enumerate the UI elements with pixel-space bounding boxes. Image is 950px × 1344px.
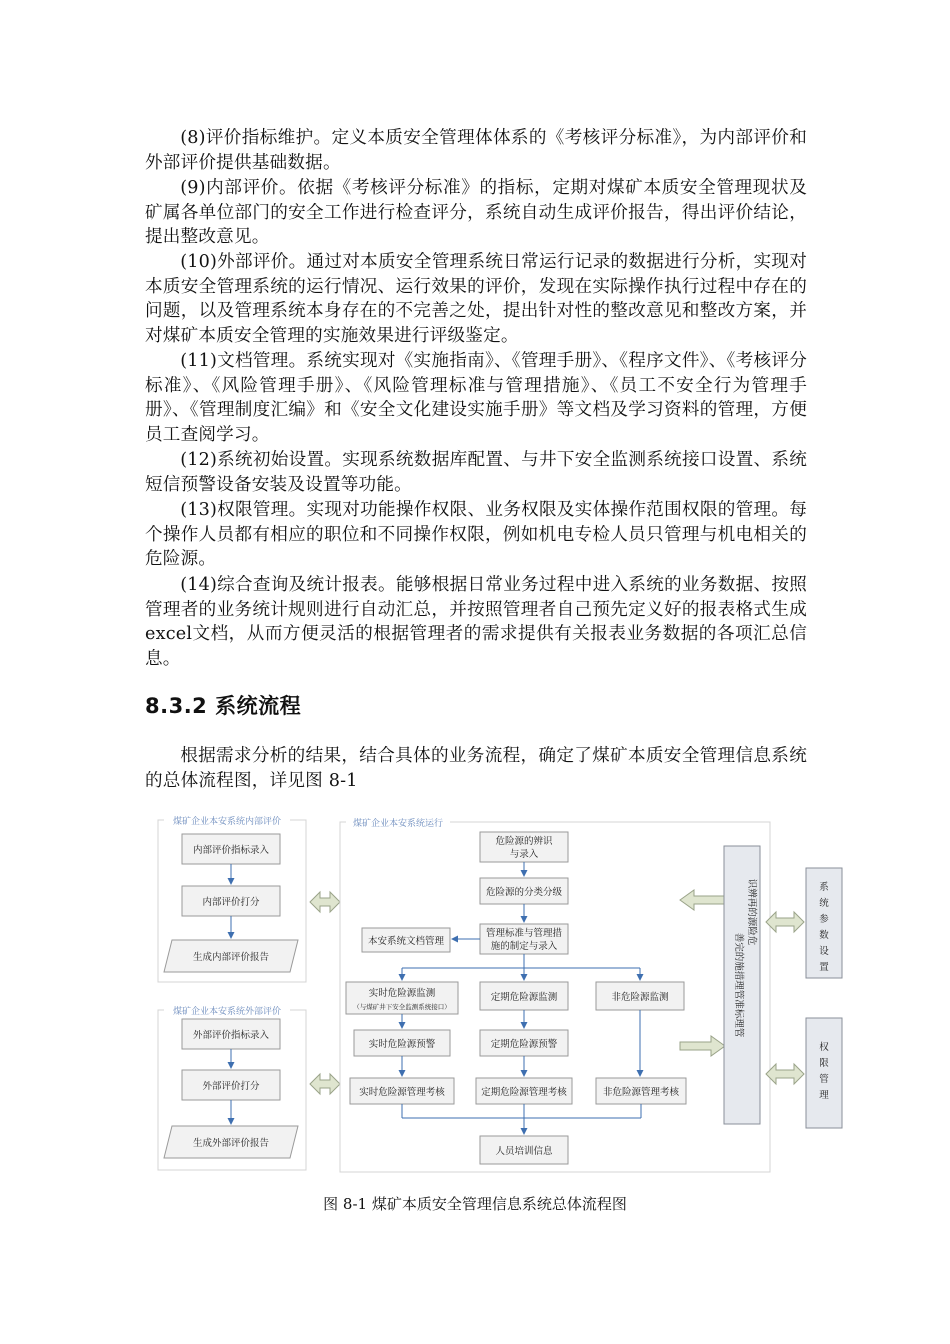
run-panel-title: 煤矿企业本安系统运行 — [352, 819, 444, 829]
standards-line2: 施的制定与录入 — [490, 941, 558, 952]
training: 人员培训信息 — [495, 1146, 553, 1157]
sys-params-char-2: 统 — [819, 898, 829, 909]
hazard-classify: 危险源的分类分级 — [485, 887, 563, 898]
standards-line1: 管理标准与管理措 — [485, 928, 563, 939]
external-step-1: 外部评价指标录入 — [192, 1030, 270, 1041]
non-monitor: 非危险源监测 — [611, 992, 669, 1003]
double-arrow-permissions — [766, 1064, 804, 1084]
paragraph-13: (13)权限管理。实现对功能操作权限、业务权限及实体操作范围权限的管理。每个操作人员都有相应的职位和不同操作权限，例如机电专检人员只管理与机电相关的危险源。 — [145, 500, 807, 570]
intro-paragraph: 根据需求分析的结果，结合具体的业务流程，确定了煤矿本质安全管理信息系统的总体流程图，详见图 8-1 — [145, 746, 807, 791]
realtime-review: 实时危险源管理考核 — [359, 1087, 445, 1098]
section-heading: 8.3.2 系统流程 — [145, 694, 302, 718]
permissions-char-1: 权 — [819, 1042, 829, 1053]
double-arrow-external — [310, 1074, 340, 1094]
paragraph-10: (10)外部评价。通过对本质安全管理系统日常运行记录的数据进行分析，实现对本质安全管理系统的运行情况、运行效果的评价，发现在实际操作执行过程中存在的问题，以及管理系统本身存在的不完善之处，提出针对性的整改意见和整改方案，并对煤矿本质安全管理的实施效果进行评级鉴定。 — [145, 252, 807, 346]
sys-params-char-4: 数 — [819, 930, 829, 941]
internal-step-1: 内部评价指标录入 — [192, 845, 270, 856]
realtime-alert: 实时危险源预警 — [368, 1039, 436, 1050]
paragraph-9: (9)内部评价。依据《考核评分标准》的指标，定期对煤矿本质安全管理现状及矿属各单位部门的安全工作进行检查评分，系统自动生成评价报告，得出评价结论，提出整改意见。 — [145, 178, 807, 248]
internal-panel-title: 煤矿企业本安系统内部评价 — [172, 817, 282, 827]
sys-params-char-6: 置 — [819, 962, 829, 973]
sys-params-char-5: 设 — [819, 946, 829, 957]
paragraph-8: (8)评价指标维护。定义本质安全管理体体系的《考核评分标准》，为内部评价和外部评价提供基础数据。 — [145, 128, 807, 173]
hazard-identify-line1: 危险源的辨识 — [495, 836, 553, 847]
permissions-box — [806, 1018, 842, 1128]
internal-step-2: 内部评价打分 — [202, 897, 260, 908]
permissions-char-2: 限 — [819, 1058, 829, 1069]
external-step-2: 外部评价打分 — [202, 1081, 260, 1092]
permissions-char-3: 管 — [819, 1074, 829, 1085]
external-step-3: 生成外部评价报告 — [192, 1138, 270, 1149]
arrow-from-improve-top — [680, 890, 725, 910]
internal-step-3: 生成内部评价报告 — [192, 952, 270, 963]
improvement-text-2: 识辨再的源险危 — [746, 878, 757, 946]
sys-params-char-1: 系 — [819, 882, 829, 893]
paragraph-12: (12)系统初始设置。实现系统数据库配置、与井下安全监测系统接口设置、系统短信预警设备安装及设置等功能。 — [145, 450, 807, 495]
periodic-review: 定期危险源管理考核 — [481, 1087, 567, 1098]
realtime-monitor: 实时危险源监测 — [368, 988, 436, 999]
improvement-text-1: 善完的施措理管准标理管 — [733, 932, 744, 1038]
paragraph-11: (11)文档管理。系统实现对《实施指南》、《管理手册》、《程序文件》、《考核评分标准》、《风险管理手册》、《风险管理标准与管理措施》、《员工不安全行为管理手册》、《管理制度汇编》和《安全文化建设实施手册》等文档及学习资料的管理，方便员工查阅学习。 — [145, 351, 807, 445]
arrow-from-improve-bottom — [680, 1036, 725, 1056]
permissions-char-4: 理 — [819, 1090, 829, 1101]
double-arrow-internal — [310, 892, 340, 912]
external-panel-title: 煤矿企业本安系统外部评价 — [172, 1007, 282, 1017]
sys-params-char-3: 参 — [819, 914, 829, 925]
periodic-monitor: 定期危险源监测 — [490, 992, 558, 1003]
figure-caption: 图 8-1 煤矿本质安全管理信息系统总体流程图 — [323, 1195, 627, 1213]
doc-mgmt: 本安系统文档管理 — [367, 936, 445, 947]
flowchart-figure — [150, 812, 850, 1182]
periodic-alert: 定期危险源预警 — [490, 1039, 558, 1050]
double-arrow-params — [766, 912, 804, 932]
hazard-identify-line2: 与录入 — [509, 849, 539, 860]
paragraph-14: (14)综合查询及统计报表。能够根据日常业务过程中进入系统的业务数据、按照管理者的业务统计规则进行自动汇总，并按照管理者自己预先定义好的报表格式生成excel文档，从而方便灵活的根据管理者的需求提供有关报表业务数据的各项汇总信息。 — [145, 575, 807, 669]
realtime-monitor-note: （与煤矿井下安全监测系统接口） — [353, 1003, 451, 1011]
non-review: 非危险源管理考核 — [602, 1087, 680, 1098]
